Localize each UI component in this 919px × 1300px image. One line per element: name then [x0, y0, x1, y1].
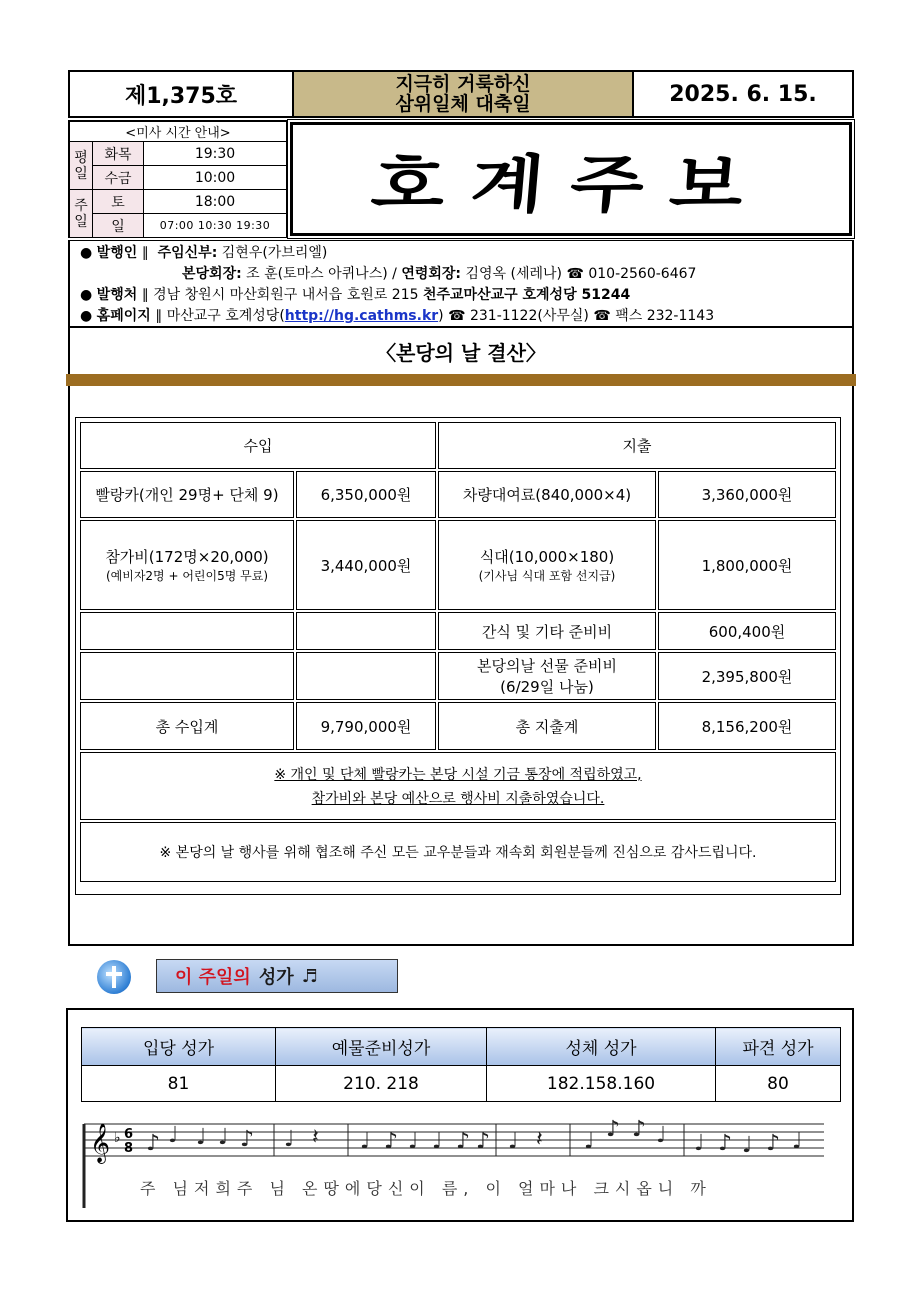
time-signature-icon: 8: [124, 1141, 134, 1156]
income-amount: 3,440,000원: [296, 520, 436, 610]
hymn-header: 입당 성가: [82, 1028, 276, 1066]
mass-time: 18:00: [144, 190, 287, 214]
hymn-number: 80: [716, 1066, 841, 1102]
treble-clef-icon: 𝄞: [90, 1123, 111, 1163]
svg-text:♩: ♩: [508, 1129, 519, 1154]
hymn-header: 예물준비성가: [276, 1028, 487, 1066]
svg-text:♩: ♩: [694, 1131, 705, 1156]
hymn-banner-text: 이 주일의: [175, 967, 251, 988]
homepage-prefix: 마산교구 호계성당(: [166, 308, 285, 324]
pastor-name: 김현우(가브리엘): [221, 245, 328, 261]
pastor-label: 주임신부:: [157, 245, 218, 261]
mass-time: 19:30: [144, 142, 287, 166]
mass-time: 10:00: [144, 166, 287, 190]
homepage-suffix: ) ☎ 231-1122(사무실) ☎ 팩스 232-1143: [438, 308, 715, 324]
hymn-number: 182.158.160: [487, 1066, 716, 1102]
svg-text:♩: ♩: [284, 1127, 295, 1152]
svg-text:♩: ♩: [168, 1123, 179, 1148]
header-band: [68, 70, 854, 118]
expense-item: [438, 652, 656, 700]
svg-text:♩: ♩: [408, 1129, 419, 1154]
table-row: [80, 471, 836, 518]
music-notes-icon: ♬: [301, 965, 318, 987]
table-row: [80, 520, 836, 610]
bulletin-title-box: [290, 122, 852, 236]
income-amount: 6,350,000원: [296, 471, 436, 518]
expense-item-main: 본당의날 선물 준비비: [477, 657, 617, 675]
expense-amount: 3,360,000원: [658, 471, 836, 518]
svg-text:♪: ♪: [718, 1131, 733, 1156]
income-item: 빨랑카(개인 29명+ 단체 9): [80, 471, 294, 518]
elder-name: 김영옥 (세레나) ☎ 010-2560-6467: [465, 266, 697, 282]
svg-text:♩: ♩: [584, 1129, 595, 1154]
note-savings: [80, 752, 836, 820]
expense-amount: 2,395,800원: [658, 652, 836, 700]
svg-text:♩: ♩: [792, 1129, 803, 1154]
expense-item-main: 식대(10,000×180): [479, 548, 615, 566]
income-item: [80, 520, 294, 610]
mass-times-table: [68, 120, 288, 238]
svg-text:♪: ♪: [476, 1129, 491, 1154]
svg-text:𝄽: 𝄽: [536, 1127, 543, 1152]
hymn-lyrics: 주 님저희주 님 온땅에당신이 름, 이 얼마나 크시옵니 까: [140, 1179, 712, 1198]
svg-text:♩: ♩: [742, 1133, 753, 1158]
table-row: [80, 612, 836, 650]
sunday-label: 주일: [70, 190, 93, 238]
publisher-info: ● 발행인 ∥ 주임신부: 김현우(가브리엘) 본당회장: 조 훈(토마스 아퀴나스) / 연령회장: 김영옥 (세레나) ☎ 010-2560-6467 ● 발행처 ∥ 경남 창원시 마산회원구 내서읍 호원로 215 천주교마산교구 호계성당 51244 ● 홈페이지 ∥ 마산교구 호계성당(http://hg.cathms.kr) ☎ 231-1122(사무실) ☎ 팩스 232-1143: [68, 240, 854, 326]
expense-header: 지출: [438, 422, 836, 469]
income-amount: [296, 612, 436, 650]
svg-text:𝄽: 𝄽: [312, 1125, 319, 1150]
income-item-main: 참가비(172명×20,000): [105, 548, 269, 566]
svg-text:♩: ♩: [432, 1129, 443, 1154]
notes: [146, 1117, 802, 1158]
issue-number: 제1,375호: [70, 72, 294, 116]
office-label: 발행처: [96, 287, 138, 303]
mass-caption: <미사 시간 안내>: [70, 122, 287, 142]
income-item: [80, 652, 294, 700]
section-title: 〈본당의 날 결산〉: [68, 326, 854, 374]
parish-name: 천주교마산교구 호계성당 51244: [422, 287, 631, 303]
time-signature-icon: 6: [124, 1127, 134, 1142]
feast-line-1: 지극히 거룩하신: [395, 73, 531, 95]
music-staff: [80, 1108, 828, 1208]
svg-text:♪: ♪: [632, 1117, 647, 1142]
finance-table: [75, 417, 841, 895]
mass-day: 토: [93, 190, 144, 214]
expense-item: 간식 및 기타 준비비: [438, 612, 656, 650]
elder-label: 연령회장:: [401, 266, 462, 282]
svg-text:♪: ♪: [384, 1129, 399, 1154]
hymn-banner-text-2: 성가: [258, 967, 294, 988]
note-thanks: ※ 본당의 날 행사를 위해 협조해 주신 모든 교우분들과 재속회 회원분들께 진심으로 감사드립니다.: [80, 822, 836, 882]
income-item: [80, 612, 294, 650]
svg-text:♩: ♩: [196, 1125, 207, 1150]
svg-text:♩: ♩: [360, 1129, 371, 1154]
hymn-header: 파견 성가: [716, 1028, 841, 1066]
total-income-label: 총 수입계: [80, 702, 294, 750]
feast-line-2: 삼위일체 대축일: [395, 93, 531, 115]
address: 경남 창원시 마산회원구 내서읍 호원로 215: [153, 287, 419, 303]
total-expense-label: 총 지출계: [438, 702, 656, 750]
expense-item: 차량대여료(840,000×4): [438, 471, 656, 518]
expense-item-sub: (기사님 식대 포함 선지급): [478, 569, 616, 583]
chair-name: 조 훈(토마스 아퀴나스) /: [246, 266, 397, 282]
mass-day: 수금: [93, 166, 144, 190]
hymn-table: [81, 1027, 841, 1099]
homepage-link[interactable]: http://hg.cathms.kr: [284, 308, 439, 324]
svg-text:♪: ♪: [766, 1131, 781, 1156]
publisher-label: 발행인: [96, 245, 138, 261]
expense-item: [438, 520, 656, 610]
mass-time: 07:00 10:30 19:30: [144, 214, 287, 238]
svg-text:♪: ♪: [240, 1127, 255, 1152]
divider-bar: [66, 374, 856, 386]
total-expense: 8,156,200원: [658, 702, 836, 750]
hymn-header: 성체 성가: [487, 1028, 716, 1066]
bulletin-title: 호계주보: [368, 147, 773, 221]
total-income: 9,790,000원: [296, 702, 436, 750]
svg-text:♩: ♩: [218, 1125, 229, 1150]
expense-item-sub: (6/29일 나눔): [500, 678, 594, 696]
mass-day: 화목: [93, 142, 144, 166]
cross-icon: [97, 960, 131, 994]
income-header: 수입: [80, 422, 436, 469]
hymn-number: 81: [82, 1066, 276, 1102]
table-row: [80, 652, 836, 700]
homepage-label: 홈페이지: [96, 308, 151, 324]
income-item-sub: (예비자2명 + 어린이5명 무료): [105, 569, 269, 583]
note-line-2: 참가비와 본당 예산으로 행사비 지출하였습니다.: [311, 791, 605, 807]
flat-icon: ♭: [114, 1130, 121, 1146]
svg-text:♪: ♪: [146, 1131, 161, 1156]
issue-date: 2025. 6. 15.: [669, 81, 817, 107]
mass-day: 일: [93, 214, 144, 238]
chair-label: 본당회장:: [182, 266, 242, 282]
svg-text:♪: ♪: [606, 1117, 621, 1142]
note-line-1: ※ 개인 및 단체 빨랑카는 본당 시설 기금 통장에 적립하였고,: [274, 767, 642, 783]
svg-text:♩: ♩: [656, 1123, 667, 1148]
expense-amount: 600,400원: [658, 612, 836, 650]
weekday-label: 평일: [70, 142, 93, 190]
expense-amount: 1,800,000원: [658, 520, 836, 610]
svg-text:♪: ♪: [456, 1129, 471, 1154]
hymn-number: 210. 218: [276, 1066, 487, 1102]
feast-title: [294, 72, 634, 116]
hymn-banner: [156, 959, 398, 993]
income-amount: [296, 652, 436, 700]
totals-row: [80, 702, 836, 750]
